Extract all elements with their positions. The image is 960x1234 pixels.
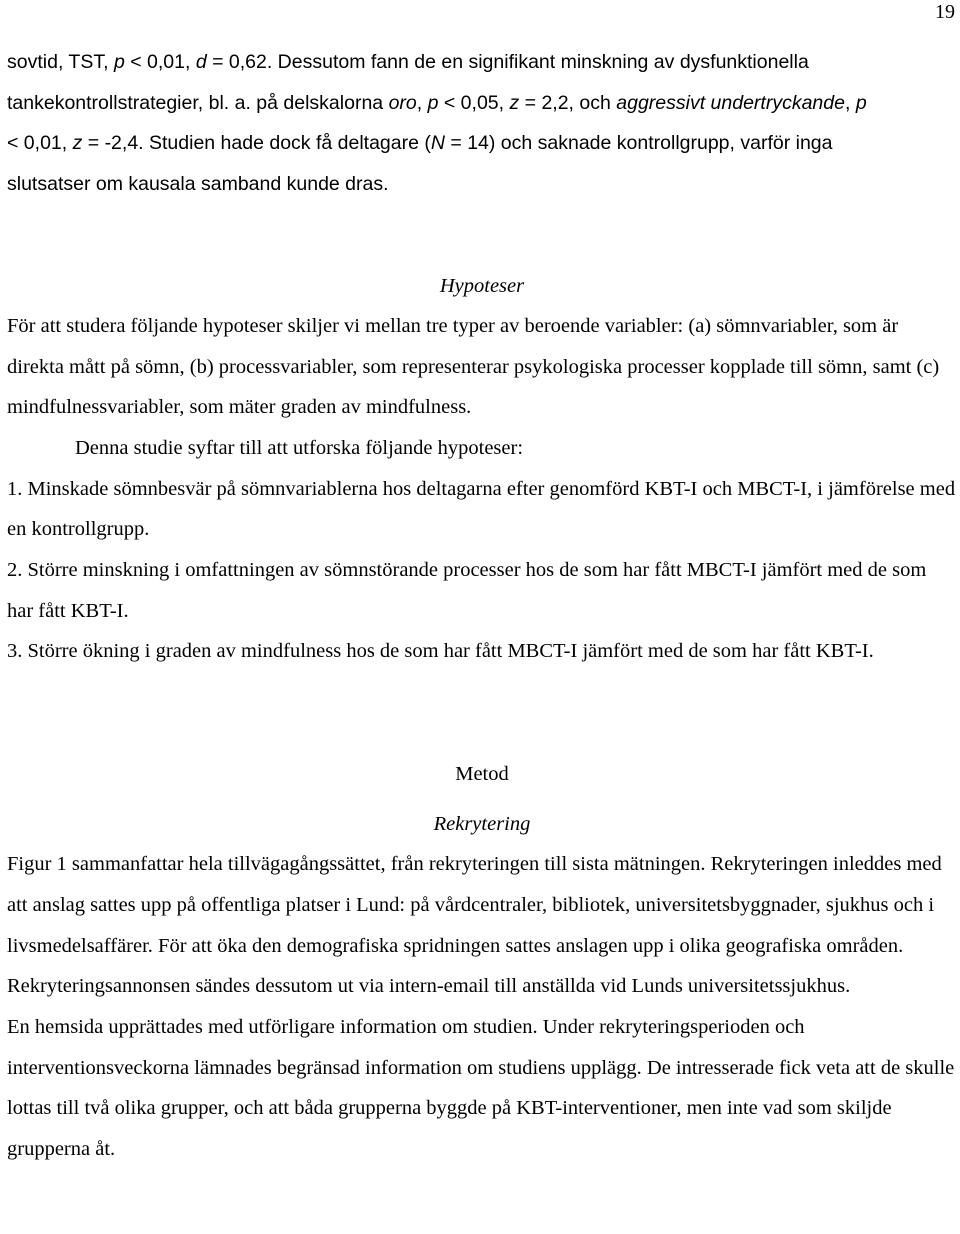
intro-text: tankekontrollstrategier, bl. a. på delskalorna <box>7 91 389 114</box>
stat-z: z <box>72 132 83 155</box>
intro-text: = -2,4. Studien hade dock få deltagare ( <box>82 132 431 155</box>
rekrytering-paragraph-2: En hemsida upprättades med utförligare information om studien. Under rekryteringsperioden och interventionsveckorna lämnades begränsad information om studiens upplägg. De intresserade fick veta att de skulle lottas till två olika grupper, och att båda grupperna byggde på KBT-interventioner, men inte vad som skiljde grupperna åt. <box>7 1015 955 1161</box>
intro-text: , <box>416 91 428 114</box>
page-number: 19 <box>935 1 955 23</box>
intro-text: slutsatser om kausala samband kunde dras. <box>7 173 389 196</box>
intro-text: < 0,01, <box>124 51 196 73</box>
stat-d: d <box>195 51 207 73</box>
hypothesis-3: 3. Större ökning i graden av mindfulness hos de som har fått MBCT-I jämfört med de som har fått KBT-I. <box>7 640 874 663</box>
stat-p: p <box>855 91 867 114</box>
intro-text: sovtid, TST, <box>7 51 114 73</box>
subscale-aggressive: aggressivt undertryckande <box>616 91 845 114</box>
subscale-oro: oro <box>388 91 417 114</box>
rekrytering-paragraph-1: Figur 1 sammanfattar hela tillvägagångssättet, från rekryteringen till sista mätningen. Rekryteringen inleddes med att anslag sattes upp på offentliga platser i Lund: på vårdcentraler, bibliotek, universitetsbyggnader, sjukhus och i livsmedelsaffärer. För att öka den demografiska spridningen sattes anslagen upp i olika geografiska områden. Rekryteringsannonsen sändes dessutom ut via intern-email till anställda vid Lunds universitetssjukhus. <box>7 853 942 998</box>
stat-p: p <box>427 91 439 114</box>
intro-text: = 0,62. Dessutom fann de en signifikant minskning av dysfunktionella <box>206 51 809 73</box>
hypoteser-paragraph: För att studera följande hypoteser skiljer vi mellan tre typer av beroende variabler: (a) sömnvariabler, som är direkta mått på sömn, (b) processvariabler, som representerar psykologiska processer kopplade till sömn, samt (c) mindfulnessvariabler, som mäter graden av mindfulness. <box>7 314 940 419</box>
hypoteser-lead: Denna studie syftar till att utforska följande hypoteser: <box>75 436 524 459</box>
intro-text: = 2,2, och <box>519 91 617 114</box>
stat-z: z <box>509 91 520 114</box>
stat-n: N <box>430 132 445 155</box>
intro-text: < 0,05, <box>438 91 510 114</box>
hypothesis-2: 2. Större minskning i omfattningen av sömnstörande processer hos de som har fått MBCT-I jämfört med de som har fått KBT-I. <box>7 559 927 622</box>
hypoteser-heading: Hypoteser <box>439 274 525 297</box>
hypothesis-1: 1. Minskade sömnbesvär på sömnvariablerna hos deltagarna efter genomförd KBT-I och MBCT-I, i jämförelse med en kontrollgrupp. <box>7 477 956 541</box>
metod-heading: Metod <box>455 763 509 786</box>
rekrytering-heading: Rekrytering <box>433 813 531 836</box>
page-content <box>7 42 957 1170</box>
intro-text: , <box>844 91 856 114</box>
intro-text: = 14) och saknade kontrollgrupp, varför inga <box>444 132 833 155</box>
stat-p: p <box>113 51 125 73</box>
intro-text: < 0,01, <box>7 132 73 155</box>
intro-paragraph <box>7 42 957 205</box>
